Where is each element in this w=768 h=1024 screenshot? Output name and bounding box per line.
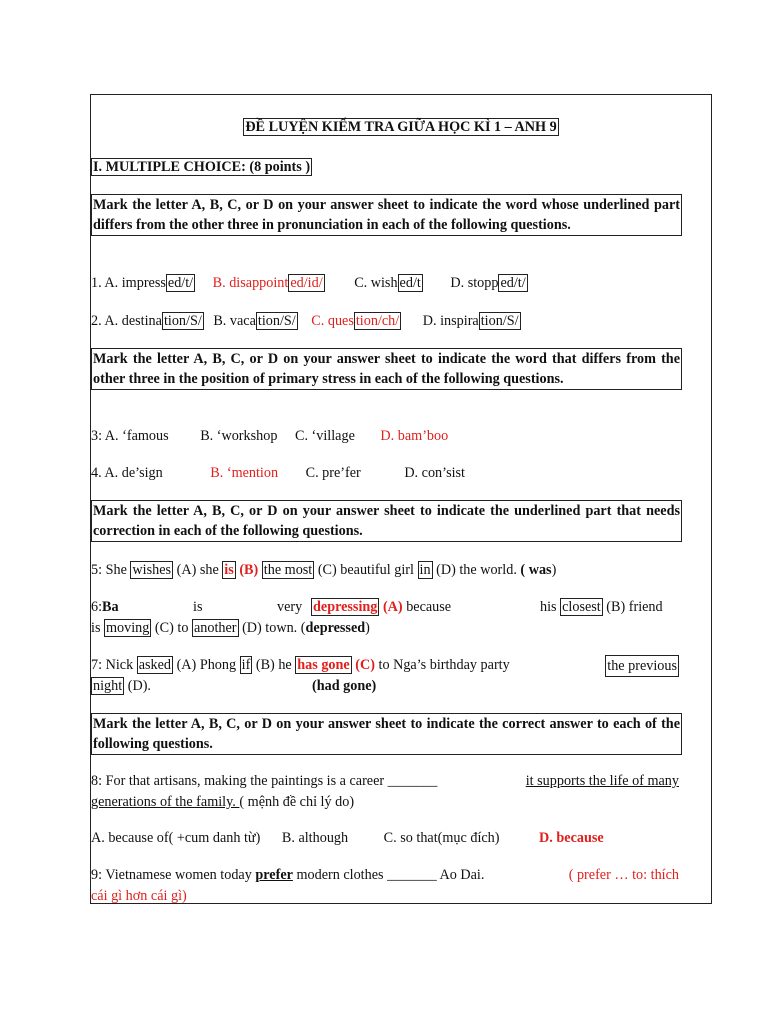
question-7-line-2 bbox=[91, 676, 151, 696]
q4-option-c: C. pre’fer bbox=[305, 465, 361, 481]
q8-option-a: A. because of( +cum danh từ) bbox=[91, 830, 261, 846]
q6-text: (C) to bbox=[151, 620, 192, 636]
q1-option-a: 1. A. impress bbox=[91, 275, 166, 291]
q6-text: his bbox=[540, 599, 561, 615]
q5-text: ) bbox=[551, 562, 557, 578]
q7-text: 7: Nick bbox=[91, 657, 137, 673]
q3-option-d: D. bam’boo bbox=[380, 428, 449, 444]
q6-text: because bbox=[402, 599, 452, 615]
q8-note: ( mệnh đề chỉ lý do) bbox=[239, 794, 355, 810]
q7-part-b: if bbox=[241, 657, 251, 673]
q4-option-a: 4. A. de’sign bbox=[91, 465, 163, 481]
question-3 bbox=[91, 426, 448, 446]
section-heading-text: I. MULTIPLE CHOICE: (8 points ) bbox=[93, 159, 311, 175]
q6-part-d: another bbox=[193, 620, 237, 636]
q2-option-a: 2. A. destina bbox=[91, 313, 162, 329]
q2-option-d: D. inspira bbox=[422, 313, 479, 329]
q6-text: (B) friend bbox=[602, 599, 663, 615]
q6-word-is: is bbox=[193, 599, 203, 615]
question-1 bbox=[91, 273, 528, 293]
q1-option-c-ending: ed/t bbox=[399, 275, 421, 291]
q3-option-b: B. ‘workshop bbox=[200, 428, 278, 444]
q6-part-a: depressing bbox=[313, 599, 378, 615]
page-title: ĐỀ LUYỆN KIỂM TRA GIỮA HỌC KÌ 1 – ANH 9 bbox=[245, 119, 557, 135]
question-9-line-2 bbox=[91, 886, 187, 906]
q7-part-d-cont: night bbox=[93, 678, 123, 694]
q2-option-b: B. vaca bbox=[213, 313, 256, 329]
q2-option-c: C. ques bbox=[311, 313, 354, 329]
q5-text: (D) the world. bbox=[432, 562, 521, 578]
instruction-stress: Mark the letter A, B, C, or D on your answer sheet to indicate the word that differs from the other three in the position of primary stress in each of the following questions. bbox=[91, 348, 682, 390]
q7-text: (A) Phong bbox=[173, 657, 240, 673]
q1-option-b: B. disappoint bbox=[212, 275, 289, 291]
q8-option-d: D. because bbox=[539, 830, 604, 846]
question-8-line-2 bbox=[91, 792, 354, 812]
instruction-correction: Mark the letter A, B, C, or D on your answer sheet to indicate the underlined part that needs correction in each of the following questions. bbox=[91, 500, 682, 542]
q9-text: 9: Vietnamese women today bbox=[91, 867, 256, 883]
q9-keyword: prefer bbox=[255, 867, 293, 883]
q1-option-d-ending: ed/t/ bbox=[500, 275, 526, 291]
q5-label-b: (B) bbox=[235, 562, 262, 578]
question-6-line-1 bbox=[91, 597, 679, 617]
q8-option-b: B. although bbox=[281, 830, 349, 846]
q7-text: (D). bbox=[124, 678, 151, 694]
instruction-pronunciation: Mark the letter A, B, C, or D on your answer sheet to indicate the word whose underlined part differs from the other three in pronunciation in each of the following questions. bbox=[91, 194, 682, 236]
q6-text: ) bbox=[365, 620, 370, 636]
q1-option-b-ending: ed/id/ bbox=[290, 275, 323, 291]
q9-note: ( prefer … to: thích bbox=[568, 867, 679, 883]
q6-answer: depressed bbox=[305, 620, 366, 636]
q2-option-b-ending: tion/S/ bbox=[257, 313, 296, 329]
q5-text: (A) she bbox=[173, 562, 223, 578]
q4-option-d: D. con’sist bbox=[404, 465, 466, 481]
q7-text: (B) he bbox=[252, 657, 296, 673]
instruction-correct-answer: Mark the letter A, B, C, or D on your answer sheet to indicate the correct answer to each of the following questions. bbox=[91, 713, 682, 755]
q1-option-c: C. wish bbox=[354, 275, 398, 291]
q7-part-a: asked bbox=[138, 657, 172, 673]
q9-note-cont: cái gì hơn cái gì) bbox=[91, 888, 187, 904]
q7-part-d: the previous bbox=[605, 655, 679, 677]
q6-word-ba: Ba bbox=[102, 599, 119, 615]
q5-part-b: is bbox=[224, 562, 234, 578]
q1-option-a-ending: ed/t/ bbox=[167, 275, 194, 291]
q5-part-c: the most bbox=[263, 562, 313, 578]
q5-text: (C) beautiful girl bbox=[314, 562, 418, 578]
q5-answer: ( was bbox=[520, 562, 552, 578]
q7-part-c: has gone bbox=[297, 657, 350, 673]
q8-text: 8: For that artisans, making the paintings is a career _______ bbox=[91, 773, 438, 789]
q4-option-b: B. ‘mention bbox=[210, 465, 279, 481]
q8-underlined-cont: generations of the family. bbox=[91, 794, 240, 810]
question-8-options bbox=[91, 828, 604, 848]
q2-option-d-ending: tion/S/ bbox=[480, 313, 519, 329]
q7-answer-paren: ( bbox=[312, 678, 317, 694]
q7-text: to Nga’s birthday party bbox=[374, 657, 510, 673]
question-9-line-1 bbox=[91, 865, 679, 885]
q3-option-a: 3: A. ‘famous bbox=[91, 428, 169, 444]
q6-number: 6: bbox=[91, 599, 103, 615]
q8-option-c: C. so that(mục đích) bbox=[383, 830, 500, 846]
q9-text: modern clothes _______ Ao Dai. bbox=[292, 867, 485, 883]
question-5 bbox=[91, 560, 556, 580]
question-8-line-1 bbox=[91, 771, 679, 791]
q3-option-c: C. ‘village bbox=[294, 428, 355, 444]
q5-text: 5: She bbox=[91, 562, 131, 578]
question-2 bbox=[91, 311, 521, 331]
q6-text: is bbox=[91, 620, 105, 636]
question-7-line-1 bbox=[91, 655, 679, 675]
question-6-line-2 bbox=[91, 618, 370, 638]
title-row bbox=[91, 117, 711, 137]
q2-option-a-ending: tion/S/ bbox=[163, 313, 202, 329]
q7-answer: had gone bbox=[316, 678, 372, 694]
q7-answer-paren: ) bbox=[371, 678, 377, 694]
q6-part-c: moving bbox=[106, 620, 150, 636]
exam-page bbox=[90, 94, 712, 904]
q5-part-d: in bbox=[419, 562, 431, 578]
q8-underlined: it supports the life of many bbox=[525, 773, 679, 789]
q6-label-a: (A) bbox=[379, 599, 403, 615]
q6-part-b: closest bbox=[562, 599, 601, 615]
question-4 bbox=[91, 463, 465, 483]
q6-word-very: very bbox=[277, 599, 303, 615]
section-heading bbox=[91, 157, 312, 177]
q5-part-a: wishes bbox=[132, 562, 172, 578]
q2-option-c-ending: tion/ch/ bbox=[355, 313, 400, 329]
q6-text: (D) town. ( bbox=[238, 620, 306, 636]
q1-option-d: D. stopp bbox=[450, 275, 499, 291]
q7-label-c: (C) bbox=[351, 657, 375, 673]
q7-answer-row bbox=[312, 676, 376, 696]
